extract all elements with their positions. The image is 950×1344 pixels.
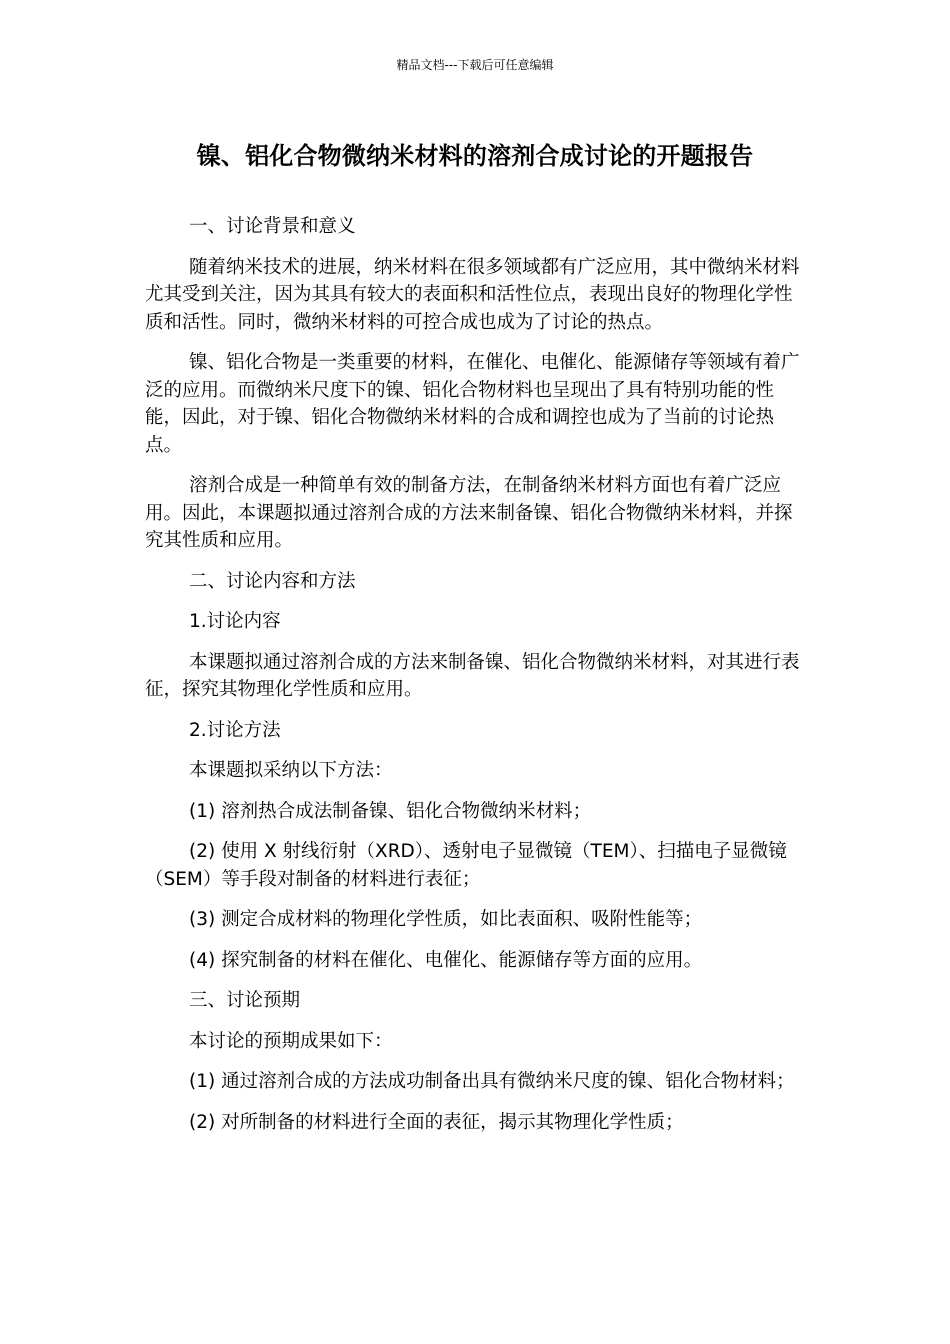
list-item: (1) 通过溶剂合成的方法成功制备出具有微纳米尺度的镍、铝化合物材料； [189, 1071, 795, 1092]
body-paragraph: 溶剂合成是一种简单有效的制备方法，在制备纳米材料方面也有着广泛应用。因此，本课题拟通过溶剂合成的方法来制备镍、铝化合物微纳米材料，并探究其性质和应用。 [145, 475, 793, 551]
section-heading-expectations: 三、讨论预期 [189, 990, 301, 1011]
subsection-heading-methods: 2.讨论方法 [189, 719, 281, 741]
body-paragraph: 本讨论的预期成果如下： [189, 1030, 393, 1052]
document-title: 镍、铝化合物微纳米材料的溶剂合成讨论的开题报告 [196, 142, 754, 170]
section-heading-background: 一、讨论背景和意义 [189, 216, 356, 237]
body-paragraph: 随着纳米技术的进展，纳米材料在很多领域都有广泛应用，其中微纳米材料尤其受到关注，因为其具有较大的表面积和活性位点，表现出良好的物理化学性质和活性。同时，微纳米材料的可控合成也成为了讨论的热点。 [145, 256, 800, 333]
list-item: (2) 对所制备的材料进行全面的表征，揭示其物理化学性质； [189, 1111, 684, 1133]
list-item: (2) 使用 X 射线衍射（XRD）、透射电子显微镜（TEM）、扫描电子显微镜（SEM）等手段对制备的材料进行表征； [145, 841, 787, 890]
section-heading-content-methods: 二、讨论内容和方法 [189, 570, 356, 592]
body-paragraph: 本课题拟通过溶剂合成的方法来制备镍、铝化合物微纳米材料，对其进行表征，探究其物理化学性质和应用。 [145, 651, 800, 700]
subsection-heading-content: 1.讨论内容 [189, 611, 281, 632]
list-item: (4) 探究制备的材料在催化、电催化、能源储存等方面的应用。 [189, 949, 703, 971]
document-body [145, 213, 807, 1149]
body-paragraph: 镍、铝化合物是一类重要的材料，在催化、电催化、能源储存等领域有着广泛的应用。而微纳米尺度下的镍、铝化合物材料也呈现出了具有特别功能的性能，因此，对于镍、铝化合物微纳米材料的合成和调控也成为了当前的讨论热点。 [145, 352, 800, 456]
list-item: (3) 测定合成材料的物理化学性质，如比表面积、吸附性能等； [189, 909, 703, 930]
body-paragraph: 本课题拟采纳以下方法： [189, 760, 393, 781]
page-header-watermark: 精品文档---下载后可任意编辑 [396, 58, 554, 72]
list-item: (1) 溶剂热合成法制备镍、铝化合物微纳米材料； [189, 800, 592, 822]
